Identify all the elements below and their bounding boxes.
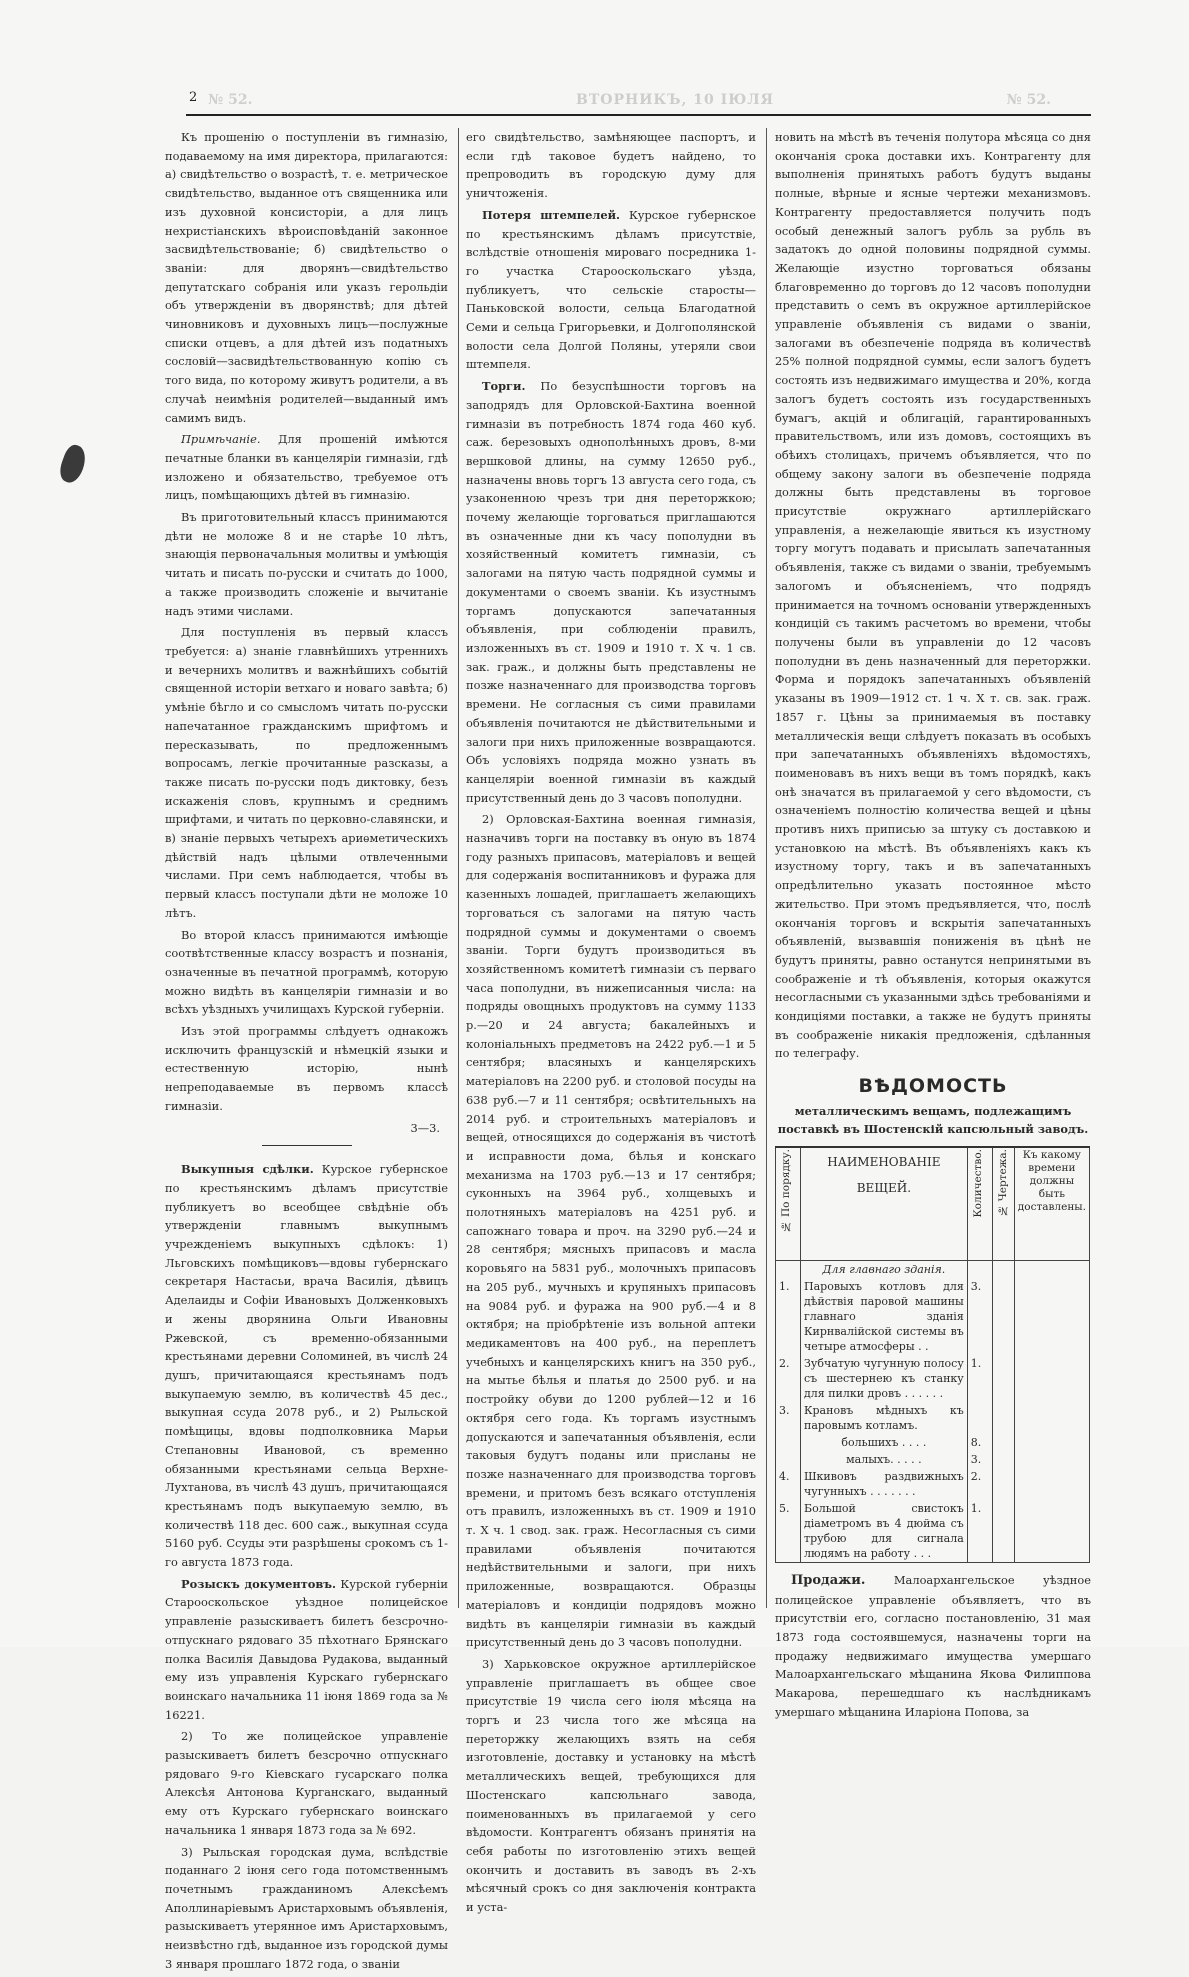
notice-text: По безуспѣшности торговъ на заподрядъ для Орловской-Бахтина военной гимназіи въ потребность 1874 года 460 куб. саж. березовыхъ однополѣнныхъ дровъ, 8-ми вершковой длины, на сумму 12650 руб., назначены вновь торгъ 13 августа сего года, съ узаконенною чрезъ три дня переторжкою; почему желающіе торговаться приглашаются въ означенные дни къ часу пополудни въ хозяйственный комитетъ гимназіи, съ залогами на пятую часть подрядной суммы и документами о своемъ званіи. Къ изустнымъ торгамъ допускаются запечатанныя объявленія, при соблюденіи правилъ, изложенныхъ въ ст. 1909 и 1910 т. X ч. 1 св. зак. граж., и должны быть представлены не позже назначеннаго для производства торговъ времени. Не согласныя съ сими правилами объявленія почитаются не дѣйствительными и залоги при нихъ приложенные возвращаются. Объ условіяхъ подряда можно узнать въ канцеляріи военной гимназіи въ каждый присутственный день до 3 часовъ пополудни. [466,379,757,805]
note-label: Примѣчаніе. [181,432,261,447]
row-deadline [1014,1468,1089,1500]
row-number: 2. [776,1355,801,1402]
notice-stamps [466,206,756,374]
paragraph: Въ приготовительный классъ принимаются дѣти не моложе 8 и не старѣе 10 лѣтъ, знающія первоначальныя молитвы и умѣющія читать и писать по-русски и считать до 1000, а также производить сложеніе и вычитаніе надъ этими числами. [165,510,448,618]
row-drawing [992,1434,1014,1451]
row-deadline [1014,1278,1089,1355]
paragraph: новить на мѣстѣ въ теченія полутора мѣсяца со дня окончанія срока доставки ихъ. Контрагенту для выполненія принятыхъ работъ будутъ выданы полные, вѣрные и ясные чертежи механизмовъ. Контрагенту предоставляется получить подъ особый денежный залогъ рубль за рубль въ задатокъ до одной половины подрядной суммы. Желающіе изустно торговаться обязаны благовременно до торговъ до 12 часовъ пополудни представить о семъ въ окружное артиллерійское управленіе объявленія съ видами о званіи, залогами въ обезпеченіе подряда въ количествѣ 25% полной подрядной суммы, если залогъ будетъ состоять изъ недвижимаго имущества и 20%, когда залогъ будетъ состоять изъ государственныхъ бумагъ, акцій и облигацій, гарантированныхъ правительствомъ, или изъ домовъ, состоящихъ въ обѣихъ столицахъ, причемъ объявляется, что по общему закону залоги въ обезпеченіе подряда должны быть представлены въ торговое присутствіе окружнаго артиллерійскаго управленія, а нежелающіе явиться къ изустному торгу могутъ подавать и присылать запечатанныя объявленія, также съ видами о званіи, требуемымъ залогомъ и объясненіемъ, что подрядъ принимается на точномъ основаніи утвержденныхъ кондицій съ такимъ расчетомъ во времени, чтобы получены были въ управленіи до 12 часовъ пополудни въ день назначенный для переторжки. Форма и порядокъ запечатанныхъ объявленій указаны въ 1909—1912 ст. 1 ч. X т. св. зак. граж. 1857 г. Цѣны за принимаемыя въ поставку металлическія вещи слѣдуетъ показать въ особыхъ при запечатанныхъ объявленіяхъ вѣдомостяхъ, поименовавъ въ нихъ вещи въ томъ порядкѣ, какъ онѣ значатся въ прилагаемой у сего вѣдомости, съ означеніемъ полностію количества вещей и цѣны противъ нихъ приписью за штуку съ доставкою и установкою на мѣстѣ. Въ объявленіяхъ какъ къ изустному торгу, такъ и въ запечатанныхъ опредѣлительно указать постоянное мѣсто жительство. При этомъ предъявляется, что, послѣ окончанія торговъ и вскрытія запечатанныхъ объявленій, вызвавшія пониженія въ цѣнѣ не будутъ приняты, равно останутся непринятыми въ соображеніе и тѣ объявленія, которыя окажутся несогласными съ указанными здѣсь требованіями и кондиціями поставки, а также не будутъ приняты въ соображеніе никакія предложенія, сдѣланныя по телеграфу. [775,130,1091,1061]
col-header-deadline: Къ какому времени должны быть доставлены. [1014,1147,1089,1261]
column-2 [466,128,756,1920]
row-number: 4. [776,1468,801,1500]
row-quantity: 3. [967,1278,992,1355]
row-drawing [992,1500,1014,1563]
col-header-drawing: № Чертежа. [992,1147,1014,1261]
row-name: Зубчатую чугунную полосу съ шестернею къ станку для пилки дровъ . . . . . . [801,1355,968,1402]
row-drawing [992,1451,1014,1468]
row-quantity: 3. [967,1451,992,1468]
row-deadline [1014,1434,1089,1451]
notice-text: Малоархангельское уѣздное полицейское управленіе объявляетъ, что въ присутствіи его, согласно постановленію, 31 мая 1873 года состоявшемуся, назначены торги на продажу недвижимаго имущества умершаго Малоархангельскаго мѣщанина Якова Филиппова Макарова, перешедшаго къ наслѣдникамъ умершаго мѣщанина Иларіона Попова, за [775,1572,1091,1719]
row-number [776,1451,801,1468]
table-section-row [776,1260,1090,1278]
notice-text: Курское губернское по крестьянскимъ дѣламъ присутствіе публикуетъ во всеобщее свѣдѣніе объ утвержденіи главнымъ выкупнымъ учрежденіемъ выкупныхъ сдѣлокъ: 1) Льговскихъ помѣщиковъ—вдовы губернскаго секретаря Настасьи, врача Василія, дѣвицъ Аделаиды и Софіи Ивановыхъ Долженковыхъ и жены дворянина Ольги Ивановны Ржевской, съ временно-обязанными крестьянами деревни Соломиней, въ числѣ 24 душъ, причитающаяся крестьянамъ подъ выкупаемую землю, въ количествѣ 45 дес., выкупная ссуда 2078 руб., и 2) Рыльской помѣщицы, вдовы подполковника Марьи Степановны Ивановой, съ временно обязанными крестьянами сельца Верхне-Лухтанова, въ числѣ 43 душъ, причитающаяся крестьянамъ подъ выкупаемую землю, въ количествѣ 118 дес. 600 саж., выкупная ссуда 5160 руб. Ссуды эти разрѣшены срокомъ съ 1-го августа 1873 года. [165,1162,449,1570]
row-deadline [1014,1402,1089,1434]
row-name: малыхъ. . . . . [801,1451,968,1468]
section-separator [262,1145,352,1146]
row-drawing [992,1402,1014,1434]
table-row [776,1451,1090,1468]
signature: 3—3. [410,1120,440,1135]
notice-sales [775,1571,1091,1722]
row-drawing [992,1468,1014,1500]
row-quantity: 1. [967,1355,992,1402]
issue-number-faint: № 52. [208,92,253,108]
table-row [776,1434,1090,1451]
row-quantity [967,1402,992,1434]
row-name: Паровыхъ котловъ для дѣйствія паровой машины главнаго зданія Кирнвалійской системы въ четыре атмосферы . . [801,1278,968,1355]
paragraph: Для поступленія въ первый классъ требуется: а) знаніе главнѣйшихъ утреннихъ и вечернихъ молитвъ и важнѣйшихъ событій священной исторіи ветхаго и новаго завѣта; б) умѣніе бѣгло и со смысломъ читать по-русски напечатанное гражданскимъ шрифтомъ и пересказывать, по предложеннымъ вопросамъ, легкіе прочитанные разсказы, а также писать по-русски подъ диктовку, безъ искаженія словъ, крупнымъ и среднимъ шрифтами, и читать по церковно-славянски, и в) знаніе первыхъ четырехъ ариѳметическихъ дѣйствій надъ цѣлыми отвлеченными числами. При семъ наблюдается, чтобы въ первый классъ поступали дѣти не моложе 10 лѣтъ. [165,625,448,920]
table-row [776,1355,1090,1402]
row-name: Шкивовъ раздвижныхъ чугунныхъ . . . . . . . [801,1468,968,1500]
section-label: Для главнаго зданія. [801,1260,968,1278]
header-date: ВТОРНИКЪ, 10 ІЮЛЯ [576,92,774,108]
vedomost-subtitle: металлическимъ вещамъ, подлежащимъ поставкѣ въ Шостенскій капсюльный заводъ. [777,1103,1089,1136]
row-drawing [992,1278,1014,1355]
notice-title: Розыскъ документовъ. [181,1576,336,1591]
paragraph: 3) Харьковское окружное артиллерійское управленіе приглашаетъ въ общее свое присутствіе 19 числа сего іюля мѣсяца на торгъ и 23 числа того же мѣсяца на переторжку желающихъ взять на себя изготовленіе, доставку и установку на мѣстѣ металлическихъ вещей, требующихся для Шостенскаго капсюльнаго завода, поименованныхъ въ прилагаемой у сего вѣдомости. Контрагентъ обязанъ принятія на себя работы по изготовленію этихъ вещей окончить и доставить въ заводъ въ 2-хъ мѣсячный срокъ со дня заключенія контракта и уста- [466,1656,756,1915]
column-1 [165,128,448,1977]
notice-title: Потеря штемпелей. [482,207,621,222]
paragraph: 2) Орловская-Бахтина военная гимназія, назначивъ торги на поставку въ оную въ 1874 году разныхъ припасовъ, матеріаловъ и вещей для содержанія воспитанниковъ и фуража для казенныхъ лошадей, приглашаетъ желающихъ торговаться съ залогами на пятую часть подрядной суммы и документами о своемъ званіи. Торги будутъ производиться въ хозяйственномъ комитетѣ гимназіи съ перваго часа пополудни, въ нижеписанныя числа: на подряды овощныхъ продуктовъ на сумму 1133 р.—20 и 24 августа; бакалейныхъ и колоніальныхъ предметовъ на 2422 руб.—1 и 5 сентября; власяныхъ и канцелярскихъ матеріаловъ на 2200 руб. и столовой посуды на 638 руб.—7 и 11 сентября; освѣтительныхъ на 2014 руб. и строительныхъ матеріаловъ и вещей, относящихся до содержанія въ чистотѣ и исправности дома, бѣлья и конскаго механизма на 1703 руб.—13 и 17 сентября; суконныхъ на 3964 руб., холщевыхъ и полотняныхъ матеріаловъ на 4251 руб. и сапожнаго товара и проч. на 3290 руб.—24 и 28 сентября; мясныхъ припасовъ и масла коровьяго на 5831 руб., молочныхъ припасовъ на 205 руб., мучныхъ и крупяныхъ припасовъ на 9084 руб. и фуража на 900 руб.—4 и 8 октября; на пріобрѣтеніе изъ вольной аптеки медикаментовъ на 400 руб., на переплетъ учебныхъ и канцелярскихъ книгъ на 350 руб., на мытье бѣлья и платья до 2500 руб. и на постройку обуви до 1200 рублей—12 и 16 октября сего года. Къ торгамъ изустнымъ допускаются и запечатанныя объявленія, если таковыя будутъ поданы или присланы не позже назначеннаго для производства торговъ времени, и притомъ безъ всякаго отступленія отъ правилъ, изложенныхъ въ ст. 1909 и 1910 т. X ч. 1 свод. зак. граж. Несогласныя съ сими правилами объявленія почитаются недѣйствительными и залоги, при нихъ приложенные, возвращаются. Образцы матеріаловъ и кондиціи подрядовъ можно видѣть въ канцеляріи гимназіи въ каждый присутственный день до 3 часовъ пополудни. [466,812,756,1650]
notice-text: Курской губерніи Старооскольское уѣздное полицейское управленіе разыскиваетъ билетъ безсрочно-отпускнаго рядоваго 35 пѣхотнаго Брянскаго полка Василія Давыдова Рудакова, выданный ему изъ управленія Курскаго губернскаго воинскаго начальника 11 іюня 1869 года за № 16221. [165,1576,448,1722]
ink-stain [56,442,90,485]
note-text: Для прошеній имѣются печатные бланки въ канцеляріи гимназіи, гдѣ изложено и обязательство, требуемое отъ лицъ, помѣщающихъ дѣтей въ гимназію. [165,432,448,503]
vedomost-table [775,1146,1090,1563]
notice-text: Курское губернское по крестьянскимъ дѣламъ присутствіе, вслѣдствіе отношенія мироваго посредника 1-го участка Старооскольскаго уѣзда, публикуетъ, что сельскіе старосты—Паньковской волости, сельца Благодатной Семи и сельца Григорьевки, и Долгополянской волости села Долгой Поляны, утеряли свои штемпеля. [466,207,757,372]
row-number [776,1434,801,1451]
paragraph: Къ прошенію о поступленіи въ гимназію, подаваемому на имя директора, прилагаются: а) свидѣтельство о возрастѣ, т. е. метрическое свидѣтельство, выданное отъ священника или изъ духовной консисторіи, а для лицъ нехристіанскихъ вѣроисповѣданій законное засвидѣтельствованіе; б) свидѣтельство о званіи: для дворянъ—свидѣтельство депутатскаго собранія или указъ герольдіи объ утвержденіи въ дворянствѣ; для дѣтей чиновниковъ и духовныхъ лицъ—послужные списки отцевъ, а для дѣтей изъ податныхъ сословій—засвидѣтельствованную копію съ того вида, по которому живутъ родители, а въ случаѣ неимѣнія родителей—выданный имъ самимъ видъ. [165,130,448,425]
row-drawing [992,1355,1014,1402]
row-deadline [1014,1451,1089,1468]
column-3 [775,128,1091,1724]
paragraph: Изъ этой программы слѣдуетъ однакожъ исключить французскій и нѣмецкій языки и естественную исторію, нынѣ непреподаваемые въ первомъ классѣ гимназіи. [165,1024,448,1113]
notice-title: Торги. [482,379,526,394]
row-number: 3. [776,1402,801,1434]
vedomost-title: ВѢДОМОСТЬ [858,1075,1008,1098]
table-row [776,1402,1090,1434]
paragraph: его свидѣтельство, замѣняющее паспортъ, и если гдѣ таковое будетъ найдено, то препроводить въ городскую думу для уничтоженія. [466,130,756,201]
col-header-number: № По порядку. [776,1147,801,1261]
table-row [776,1278,1090,1355]
col-header-name: НАИМЕНОВАНІЕ ВЕЩЕЙ. [801,1147,968,1261]
page-header [186,88,1096,116]
row-quantity: 2. [967,1468,992,1500]
row-quantity: 8. [967,1434,992,1451]
header-rule [186,114,1091,116]
notice-tenders [466,377,756,807]
issue-number: № 52. [1006,92,1051,108]
column-divider [766,128,767,1608]
row-number: 1. [776,1278,801,1355]
paragraph: 2) То же полицейское управленіе разыскиваетъ билетъ безсрочно отпускнаго рядоваго 9-го Кіевскаго гусарскаго полка Алексѣя Антонова Курганскаго, выданный ему отъ Курскаго губернскаго воинскаго начальника 1 января 1873 года за № 692. [165,1729,448,1837]
paragraph: Во второй классъ принимаются имѣющіе соотвѣтственные классу возрастъ и познанія, означенные въ печатной программѣ, которую можно видѣть въ канцеляріи гимназіи и во всѣхъ уѣздныхъ училищахъ Курской губерніи. [165,927,448,1017]
column-divider [458,128,459,1608]
row-deadline [1014,1500,1089,1563]
page-number: 2 [189,90,198,105]
notice-title: Продажи. [791,1572,866,1588]
paragraph: 3) Рыльская городская дума, вслѣдствіе поданнаго 2 іюня сего года потомственнымъ почетнымъ гражданиномъ Алексѣемъ Аполлинаріевымъ Аристарховымъ объявленія, разыскиваетъ утерянное имъ Аристарховымъ, неизвѣстно гдѣ, выданное изъ городской думы 3 января прошлаго 1872 года, о званіи [165,1844,448,1971]
row-quantity: 1. [967,1500,992,1563]
row-number: 5. [776,1500,801,1563]
row-name: Крановъ мѣдныхъ къ паровымъ котламъ. [801,1402,968,1434]
notice-title: Выкупныя сдѣлки. [181,1162,314,1177]
notice-redemption [165,1160,448,1571]
row-deadline [1014,1355,1089,1402]
note-paragraph [165,430,448,505]
notice-documents [165,1575,448,1725]
table-row [776,1468,1090,1500]
table-row [776,1500,1090,1563]
col-header-quantity: Количество. [967,1147,992,1261]
row-name: Большой свистокъ діаметромъ въ 4 дюйма съ трубою для сигнала людямъ на работу . . . [801,1500,968,1563]
row-name: большихъ . . . . [801,1434,968,1451]
